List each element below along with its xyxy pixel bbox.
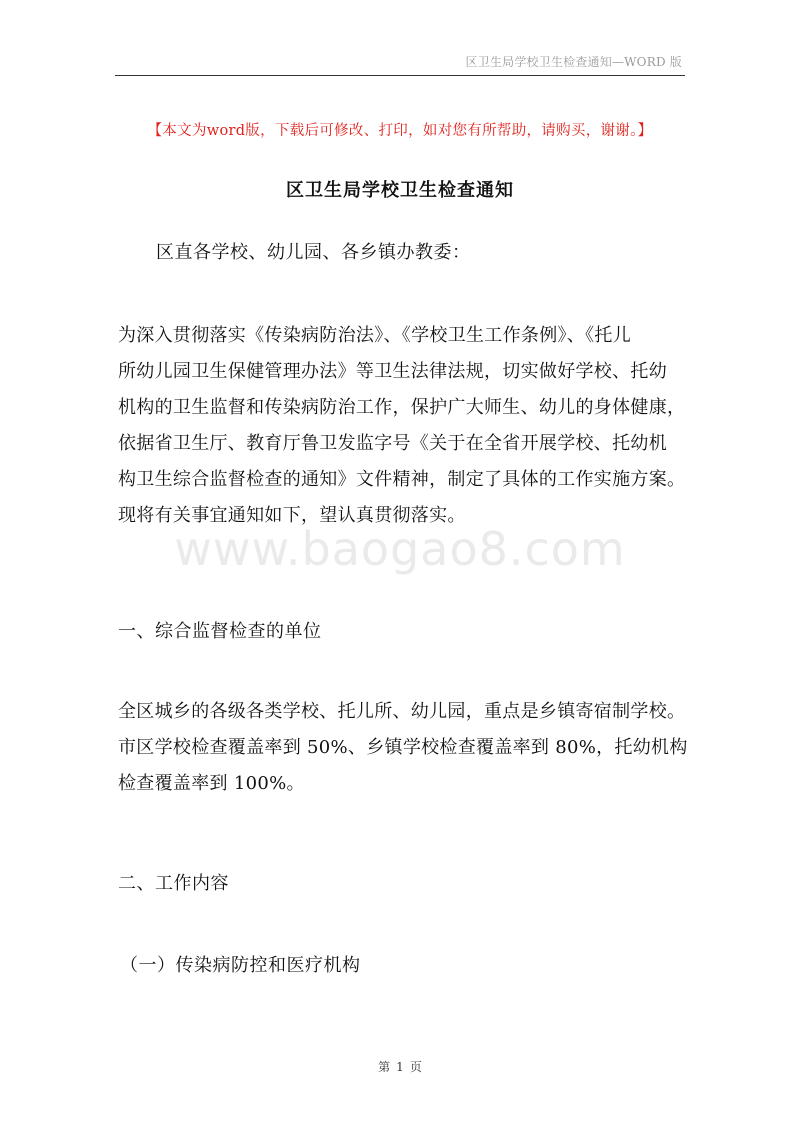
section-2-subheading: （一）传染病防控和医疗机构	[120, 955, 361, 976]
page-number: 1	[396, 1060, 404, 1074]
header-divider	[115, 75, 685, 76]
section-1-line: 市区学校检查覆盖率到 50%、乡镇学校检查覆盖率到 80%，托幼机构	[118, 737, 688, 758]
intro-line: 机构的卫生监督和传染病防治工作，保护广大师生、幼儿的身体健康，	[118, 397, 686, 418]
section-1-paragraph	[118, 694, 686, 802]
section-1-heading: 一、综合监督检查的单位	[118, 621, 322, 642]
intro-line: 所幼儿园卫生保健管理办法》等卫生法律法规，切实做好学校、托幼	[118, 361, 667, 382]
intro-line: 构卫生综合监督检查的通知》文件精神，制定了具体的工作实施方案。	[118, 469, 686, 490]
running-header: 区卫生局学校卫生检查通知—WORD 版	[465, 55, 682, 69]
addressee-line: 区直各学校、幼儿园、各乡镇办教委：	[156, 242, 471, 263]
section-2-heading: 二、工作内容	[118, 873, 229, 894]
section-1-line: 检查覆盖率到 100%。	[118, 773, 305, 794]
document-title: 区卫生局学校卫生检查通知	[286, 180, 514, 201]
intro-line: 为深入贯彻落实《传染病防治法》、《学校卫生工作条例》、《托儿	[118, 325, 631, 346]
section-1-line: 全区城乡的各级各类学校、托儿所、幼儿园，重点是乡镇寄宿制学校。	[118, 701, 686, 722]
footer-prefix: 第	[378, 1060, 391, 1074]
watermark: www.baogao8.com	[174, 522, 626, 576]
intro-line: 现将有关事宜通知如下，望认真贯彻落实。	[118, 505, 466, 526]
intro-paragraph	[118, 318, 686, 534]
page-footer	[0, 1058, 800, 1075]
purchase-notice: 【本文为word版，下载后可修改、打印，如对您有所帮助，请购买，谢谢。】	[147, 123, 653, 139]
intro-line: 依据省卫生厅、教育厅鲁卫发监字号《关于在全省开展学校、托幼机	[118, 433, 667, 454]
footer-suffix: 页	[409, 1060, 422, 1074]
